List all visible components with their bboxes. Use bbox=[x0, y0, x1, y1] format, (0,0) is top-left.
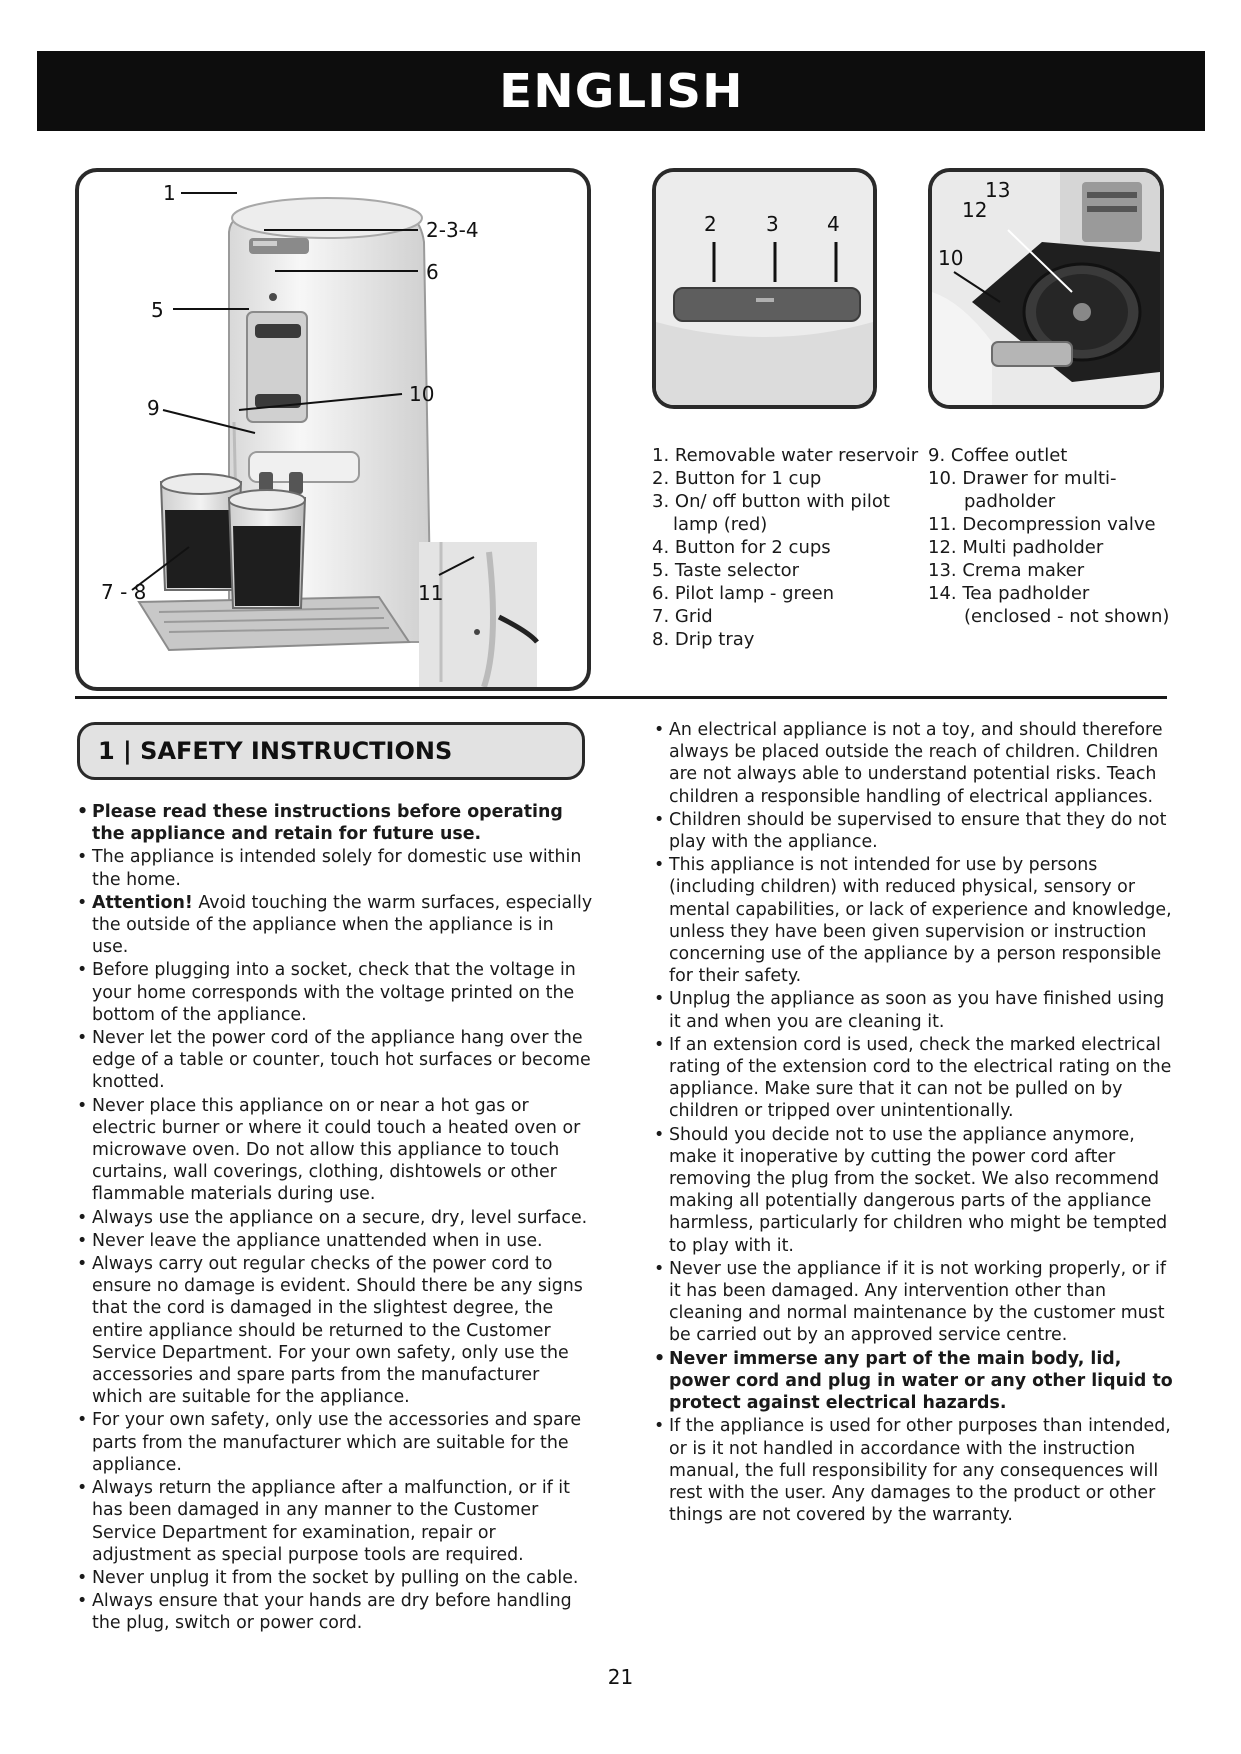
language-header-bar bbox=[37, 51, 1205, 131]
safety-item: • Never unplug it from the socket by pulling on the cable. bbox=[77, 1567, 595, 1589]
safety-item: • The appliance is intended solely for domestic use within the home. bbox=[77, 846, 595, 890]
coffee-machine-illustration bbox=[79, 172, 587, 687]
safety-item: • Children should be supervised to ensure that they do not play with the appliance. bbox=[654, 809, 1174, 853]
safety-item: • Always return the appliance after a malfunction, or if it has been damaged in any manner to the Customer Service Department for examination, repair or adjustment as special purpose tools are required. bbox=[77, 1477, 595, 1566]
attention-label: Attention! bbox=[92, 892, 193, 913]
drawer-figure bbox=[928, 168, 1164, 409]
parts-list-right bbox=[928, 444, 1208, 628]
part-item-continued: lamp (red) bbox=[673, 514, 768, 535]
safety-item: • Never leave the appliance unattended when in use. bbox=[77, 1230, 595, 1252]
safety-item: • Unplug the appliance as soon as you have finished using it and when you are cleaning it. bbox=[654, 988, 1174, 1032]
button-panel-illustration bbox=[656, 172, 873, 405]
part-item: 9. Coffee outlet bbox=[928, 445, 1068, 466]
callout-10-drawer: 10 bbox=[938, 246, 964, 270]
callout-6: 6 bbox=[426, 260, 439, 284]
callout-9: 9 bbox=[147, 396, 160, 420]
part-item: 14. Tea padholder bbox=[928, 583, 1090, 604]
callout-2: 2 bbox=[704, 212, 717, 236]
part-item: 10. Drawer for multi- bbox=[928, 468, 1117, 489]
safety-item: • Should you decide not to use the appliance anymore, make it inoperative by cutting the power cord after removing the plug from the socket. We also recommend making all potentially dangerous parts of the appliance harmless, particularly for children who might be tempted to play with it. bbox=[654, 1124, 1174, 1257]
safety-item: • Always ensure that your hands are dry before handling the plug, switch or power cord. bbox=[77, 1590, 595, 1634]
part-item: 7. Grid bbox=[652, 606, 713, 627]
part-item: 12. Multi padholder bbox=[928, 537, 1104, 558]
page-number: 21 bbox=[607, 1665, 634, 1689]
callout-2-3-4: 2-3-4 bbox=[426, 218, 479, 242]
safety-item bbox=[77, 892, 595, 959]
appliance-figure bbox=[75, 168, 591, 691]
callout-3: 3 bbox=[766, 212, 779, 236]
callout-12: 12 bbox=[962, 198, 988, 222]
part-item-continued: padholder bbox=[964, 491, 1056, 512]
part-item-continued: (enclosed - not shown) bbox=[964, 606, 1170, 627]
safety-item: • Please read these instructions before operating the appliance and retain for future use. bbox=[77, 801, 595, 845]
button-panel-figure bbox=[652, 168, 877, 409]
safety-item: • This appliance is not intended for use by persons (including children) with reduced physical, sensory or mental capabilities, or lack of experience and knowledge, unless they have been given supervision or instruction concerning use of the appliance by a person responsible for their safety. bbox=[654, 854, 1174, 987]
callout-13: 13 bbox=[985, 178, 1011, 202]
safety-item: • Always use the appliance on a secure, dry, level surface. bbox=[77, 1207, 595, 1229]
callout-10: 10 bbox=[409, 382, 435, 406]
part-item: 8. Drip tray bbox=[652, 629, 755, 650]
language-title: ENGLISH bbox=[498, 64, 744, 118]
section-title: 1 | SAFETY INSTRUCTIONS bbox=[98, 737, 453, 765]
part-item: 5. Taste selector bbox=[652, 560, 800, 581]
callout-5: 5 bbox=[151, 298, 164, 322]
callout-11: 11 bbox=[418, 581, 444, 605]
attention-text: Avoid touching the warm surfaces, especially the outside of the appliance when the appliance is in use. bbox=[92, 892, 593, 958]
part-item: 4. Button for 2 cups bbox=[652, 537, 831, 558]
safety-item: • For your own safety, only use the accessories and spare parts from the manufacturer which are suitable for the appliance. bbox=[77, 1409, 595, 1476]
safety-item: • Never let the power cord of the appliance hang over the edge of a table or counter, touch hot surfaces or become knotted. bbox=[77, 1027, 595, 1094]
part-item: 6. Pilot lamp - green bbox=[652, 583, 835, 604]
callout-1: 1 bbox=[163, 181, 176, 205]
section-header bbox=[77, 722, 585, 780]
safety-item: • Before plugging into a socket, check that the voltage in your home corresponds with the voltage printed on the bottom of the appliance. bbox=[77, 959, 595, 1026]
safety-list-left bbox=[77, 801, 595, 1636]
part-item: 13. Crema maker bbox=[928, 560, 1085, 581]
callout-4: 4 bbox=[827, 212, 840, 236]
part-item: 3. On/ off button with pilot bbox=[652, 491, 890, 512]
part-item: 2. Button for 1 cup bbox=[652, 468, 822, 489]
parts-list-left bbox=[652, 444, 922, 651]
safety-item: • Always carry out regular checks of the power cord to ensure no damage is evident. Should there be any signs that the cord is damaged in the slightest degree, the entire appliance should be returned to the Customer Service Department. For your own safety, only use the accessories and spare parts from the manufacturer which are suitable for the appliance. bbox=[77, 1253, 595, 1408]
safety-item: • Never place this appliance on or near a hot gas or electric burner or where it could touch a heated oven or microwave oven. Do not allow this appliance to touch curtains, wall coverings, clothing, dishtowels or other flammable materials during use. bbox=[77, 1095, 595, 1206]
part-item: 11. Decompression valve bbox=[928, 514, 1156, 535]
safety-item: • An electrical appliance is not a toy, and should therefore always be placed outside the reach of children. Children are not always able to understand potential risks. Teach children a responsible handling of electrical appliances. bbox=[654, 719, 1174, 808]
callout-7-8: 7 - 8 bbox=[101, 580, 147, 604]
section-divider bbox=[75, 696, 1167, 699]
part-item: 1. Removable water reservoir bbox=[652, 445, 919, 466]
safety-list-right bbox=[654, 719, 1174, 1527]
safety-item: • If an extension cord is used, check the marked electrical rating of the extension cord to the electrical rating on the appliance. Make sure that it can not be pulled on by children or tripped over unintentionally. bbox=[654, 1034, 1174, 1123]
safety-item: • Never immerse any part of the main body, lid, power cord and plug in water or any other liquid to protect against electrical hazards. bbox=[654, 1348, 1174, 1415]
safety-item: • Never use the appliance if it is not working properly, or if it has been damaged. Any intervention other than cleaning and normal maintenance by the customer must be carried out by an approved service centre. bbox=[654, 1258, 1174, 1347]
safety-item: • If the appliance is used for other purposes than intended, or is it not handled in accordance with the instruction manual, the full responsibility for any consequences will rest with the user. Any damages to the product or other things are not covered by the warranty. bbox=[654, 1415, 1174, 1526]
